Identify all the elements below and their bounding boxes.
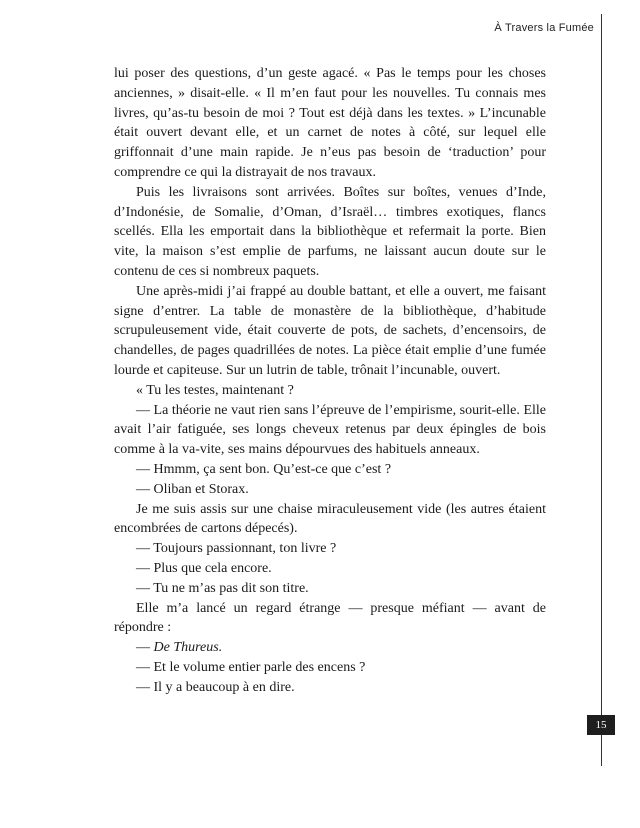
book-title: De Thureus. xyxy=(153,640,223,656)
dialogue-line: — Il y a beaucoup à en dire. xyxy=(136,679,295,695)
dialogue-line: — Hmmm, ça sent bon. Qu’est-ce que c’est ? xyxy=(136,461,392,477)
dialogue-line: « Tu les testes, maintenant ? xyxy=(136,382,294,398)
paragraph: Puis les livraisons sont arrivées. Boîtes sur boîtes, venues d’Inde, d’Indonésie, de Somalie, d’Oman, d’Israël… timbres exotiques, flancs scellés. Ella les emportait dans la bibliothèque et refermait la porte. Bien vite, la maison s’est emplie de parfums, ne laissant aucun doute sur le contenu de ces si nombreux paquets. xyxy=(114,184,546,279)
dialogue-dash: — xyxy=(136,640,154,656)
paragraph: lui poser des questions, d’un geste agacé. « Pas le temps pour les choses anciennes, » disait-elle. « Il m’en faut pour les nouvelles. Tu connais mes livres, qu’as-tu besoin de moi ? Tout est déjà dans les textes. » L’incunable était ouvert devant elle, et un carnet de notes à côté, sur lequel elle griffonnait d’une main rapide. Je n’eus pas besoin de ‘traduction’ pour comprendre ce qui la distrayait de nos travaux. xyxy=(114,66,546,180)
dialogue-line: — Toujours passionnant, ton livre ? xyxy=(136,541,337,557)
dialogue-line: — Oliban et Storax. xyxy=(136,481,249,497)
paragraph: Elle m’a lancé un regard étrange — presque méfiant — avant de répondre : xyxy=(114,600,546,636)
dialogue-line: — Plus que cela encore. xyxy=(136,560,272,576)
dialogue-line: — La théorie ne vaut rien sans l’épreuve de l’empirisme, sourit-elle. Elle avait l’air fatiguée, ses longs cheveux retenus par deux épingles de bois comme à la va-vite, ses mains dépourvues des habituels anneaux. xyxy=(114,402,546,458)
dialogue-line xyxy=(114,638,546,658)
paragraph: Je me suis assis sur une chaise miraculeusement vide (les autres étaient encombrées de cartons dépecés). xyxy=(114,501,546,537)
body-text xyxy=(114,64,546,698)
running-header: À Travers la Fumée xyxy=(494,22,594,34)
margin-rule xyxy=(601,14,602,766)
dialogue-line: — Et le volume entier parle des encens ? xyxy=(136,659,366,675)
dialogue-line: — Tu ne m’as pas dit son titre. xyxy=(136,580,309,596)
page-number: 15 xyxy=(587,715,615,735)
paragraph: Une après-midi j’ai frappé au double battant, et elle a ouvert, me faisant signe d’entrer. La table de monastère de la bibliothèque, d’habitude scrupuleusement vide, était couverte de pots, de sachets, d’encensoirs, de chandelles, de pages quadrillées de notes. La pièce était emplie d’une fumée lourde et capiteuse. Sur un lutrin de table, trônait l’incunable, ouvert. xyxy=(114,283,546,378)
